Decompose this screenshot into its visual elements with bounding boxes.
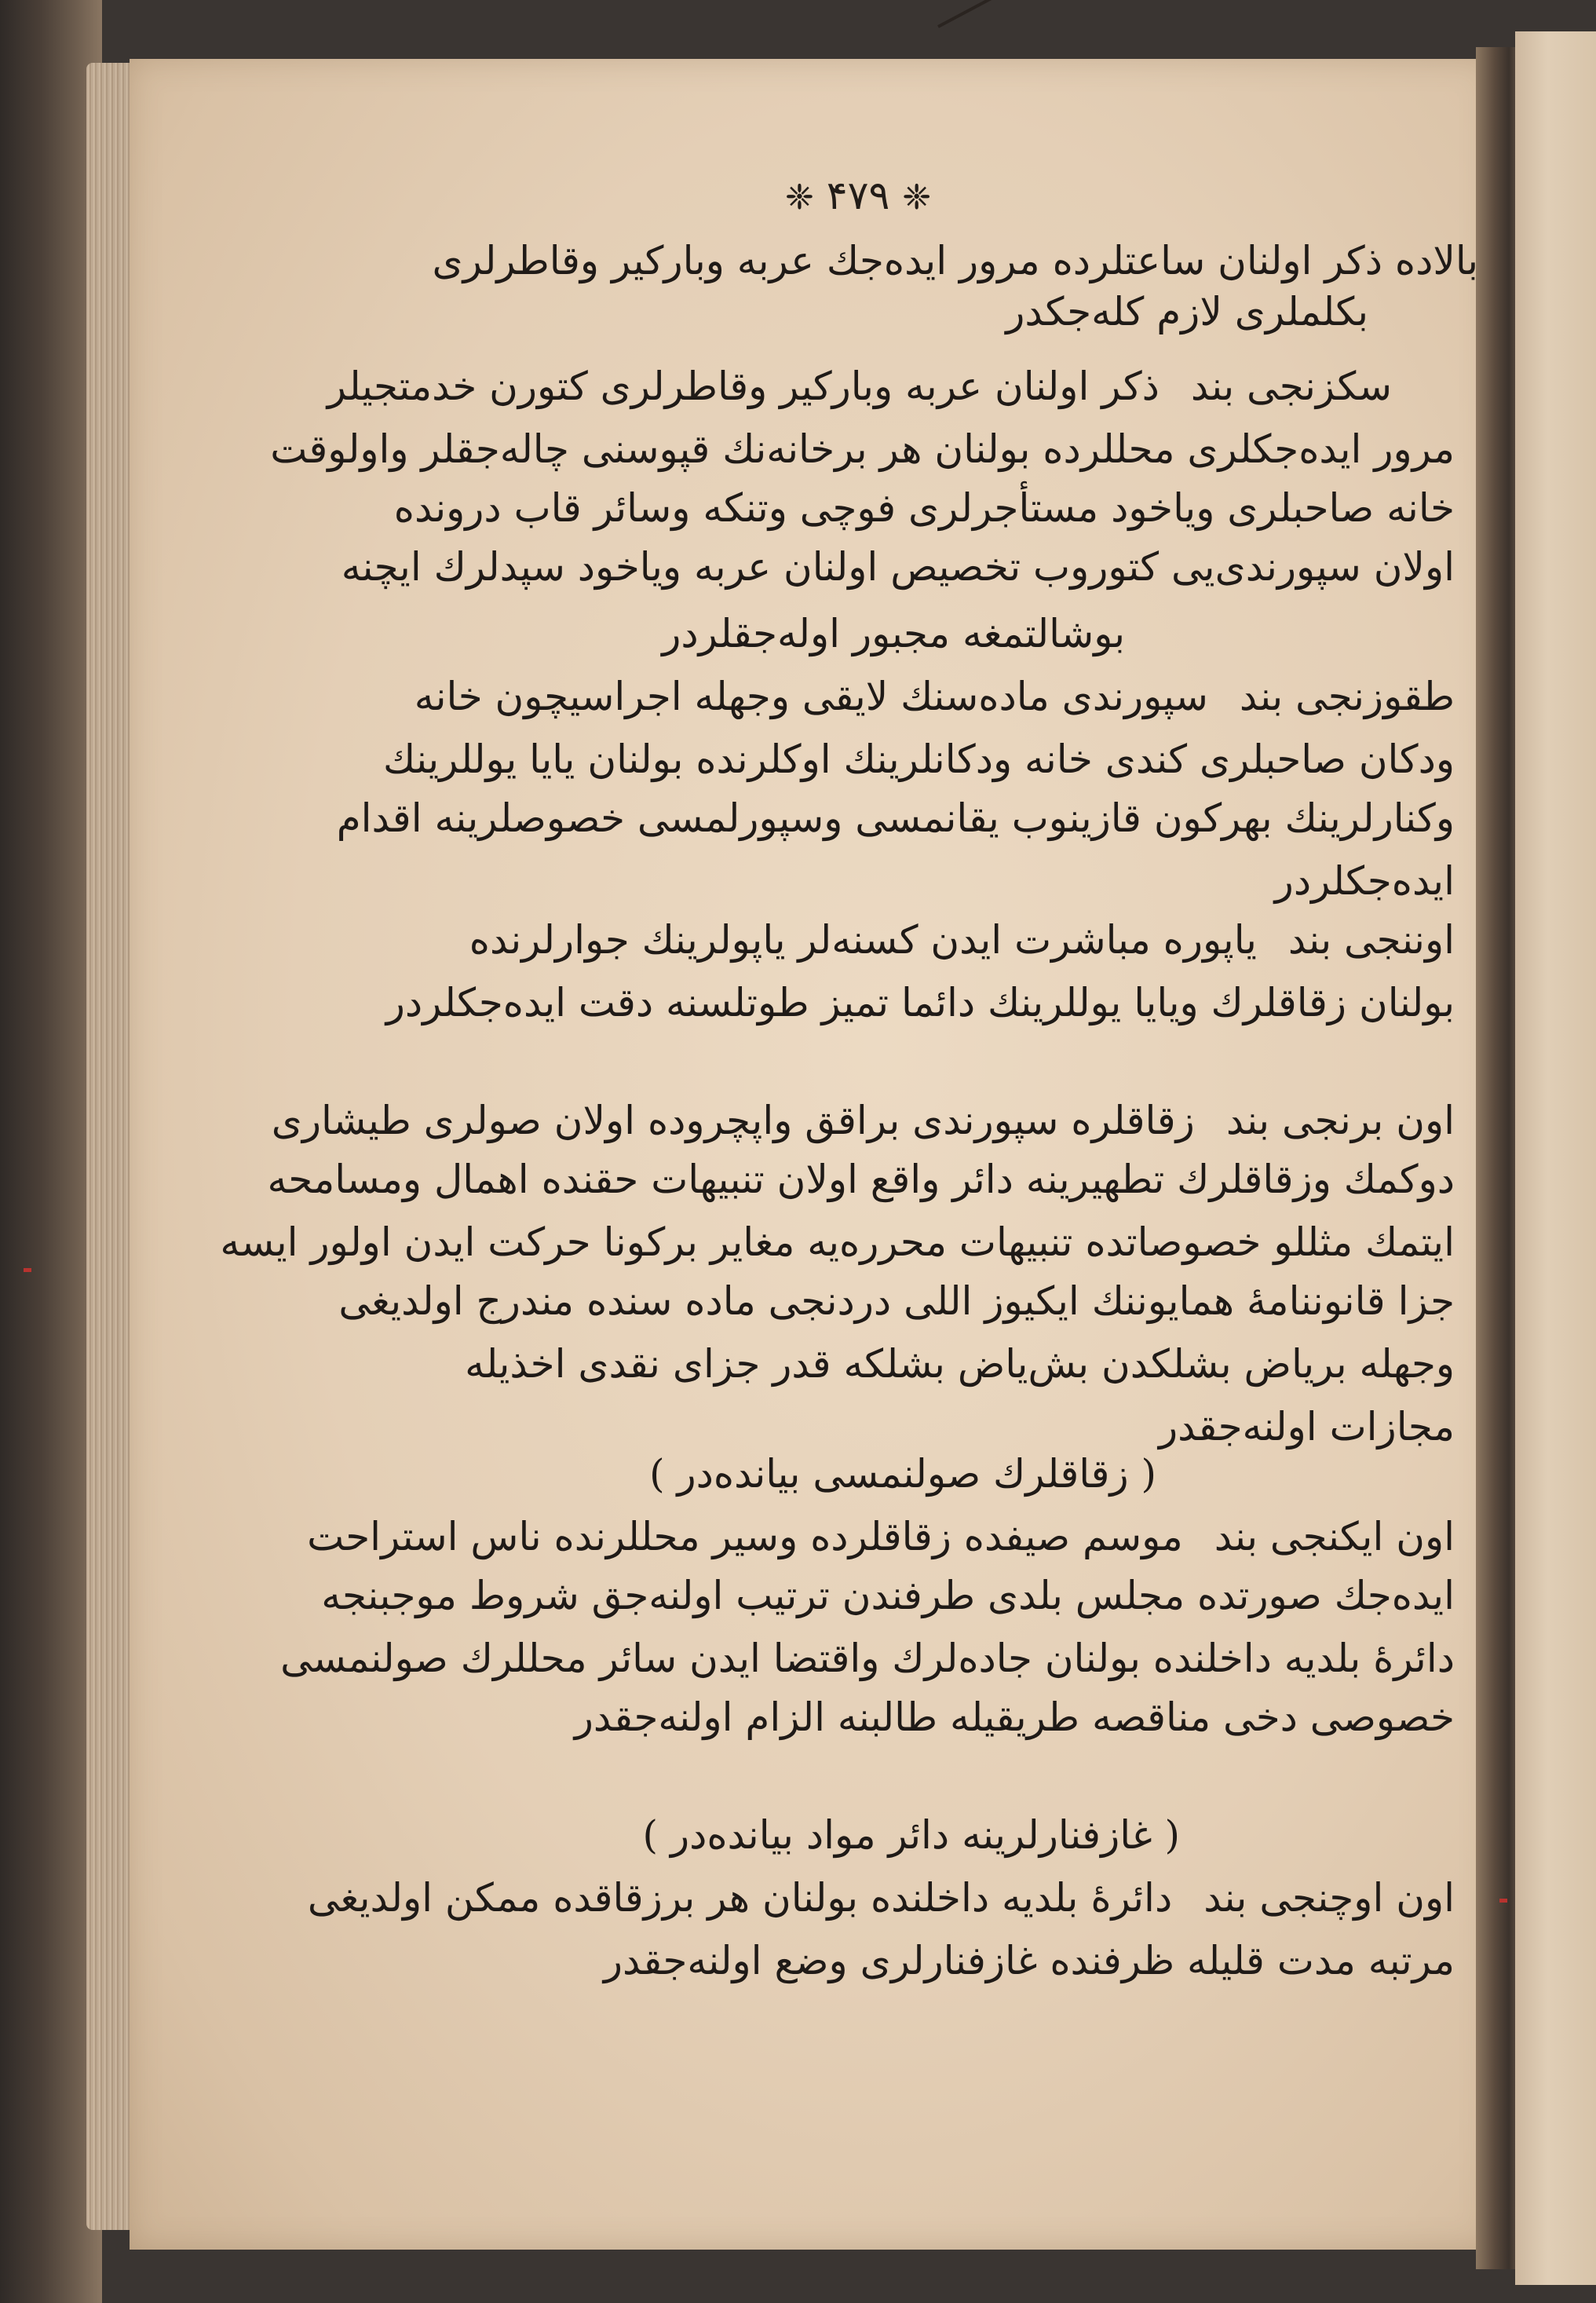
red-margin-mark [1499, 1899, 1507, 1903]
ornament-right-icon: ❈ [785, 177, 814, 218]
text-line: اون ایکنجی بندموسم صیفده زقاقلرده وسیر محللرنده ناس استراحت [307, 1514, 1455, 1559]
text-line: بوشالتمغه مجبور اوله‌جقلردر [662, 611, 1125, 656]
red-margin-mark [24, 1268, 31, 1272]
text-line: اوننجی بندیاپوره مباشرت ایدن کسنه‌لر یاپولرینك جوارلرنده [469, 917, 1455, 963]
article-label: اون اوچنجی بند [1203, 1875, 1455, 1921]
text-line: طقوزنجی بندسپورندی ماده‌سنك لایقی وجهله اجراسیچون خانه [414, 674, 1455, 719]
text-line: بکلملری لازم کله‌جکدر [1006, 289, 1368, 334]
text-line: وجهله بریاض بشلکدن بش‌یاض بشلکه قدر جزای نقدی اخذیله [465, 1341, 1455, 1387]
text-line: خانه صاحبلری ویاخود مستأجرلری فوچی وتنکه وسائر قاب درونده [393, 485, 1455, 531]
text-line: اون برنجی بندزقاقلره سپورندی براقق واپچروده اولان صولری طیشاری [271, 1098, 1455, 1143]
text-line: دوکمك وزقاقلرك تطهیرینه دائر واقع اولان تنبیهات حقنده اهمال ومسامحه [267, 1157, 1455, 1202]
text-line: ایده‌جك صورتده مجلس بلدی طرفندن ترتیب اولنه‌جق شروط موجبنجه [321, 1573, 1455, 1618]
text-line: خصوصی دخی مناقصه طریقیله طالبنه الزام اولنه‌جقدر [574, 1694, 1455, 1740]
section-heading: ( غازفنارلرینه دائر مواد بیانده‌در ) [642, 1812, 1180, 1858]
text-line: وکنارلرینك بهرکون قازینوب یقانمسی وسپورلمسی خصوصلرینه اقدام [336, 795, 1455, 841]
article-label: سکزنجی بند [1190, 364, 1392, 409]
text-line: مجازات اولنه‌جقدر [1158, 1404, 1455, 1449]
ornament-left-icon: ❈ [902, 177, 932, 218]
facing-page-edge [1515, 31, 1596, 2285]
page-crease [937, 0, 1022, 28]
text-line: ایتمك مثللو خصوصاتده تنبیهات محرره‌یه مغایر برکونا حرکت ایدن اولور ایسه [220, 1219, 1455, 1265]
article-label: اون ایکنجی بند [1214, 1514, 1455, 1559]
article-label: اون برنجی بند [1225, 1098, 1455, 1143]
text-line: اون اوچنجی بنددائرهٔ بلدیه داخلنده بولنان هر برزقاقده ممکن اولدیغی [307, 1875, 1455, 1921]
text-line: جزا قانوننامهٔ همایوننك ایکیوز اللی دردنجی ماده سنده مندرج اولدیغی [338, 1278, 1455, 1324]
text-line: سکزنجی بندذکر اولنان عربه وبارکیر وقاطرلری کتورن خدمتجیلر [327, 364, 1392, 409]
text-line: دائرهٔ بلدیه داخلنده بولنان جاده‌لرك واقتضا ایدن سائر محللرك صولنمسی [280, 1636, 1455, 1681]
text-line: بولنان زقاقلرك ویایا یوللرینك دائما تمیز طوتلسنه دقت ایده‌جکلردر [385, 980, 1455, 1025]
text-line: مرتبه مدت قلیله ظرفنده غازفنارلری وضع اولنه‌جقدر [603, 1938, 1455, 1983]
section-heading: ( زقاقلرك صولنمسی بیانده‌در ) [649, 1451, 1156, 1497]
text-line: ایده‌جکلردر [1274, 858, 1455, 904]
article-label: اوننجی بند [1287, 917, 1455, 963]
page-number: ۴۷۹ [826, 173, 890, 218]
article-label: طقوزنجی بند [1239, 674, 1455, 719]
text-line: اولان سپورندی‌یی کتوروب تخصیص اولنان عربه ویاخود سپدلرك ایچنه [341, 544, 1455, 590]
text-line: ودکان صاحبلری کندی خانه ودکانلرینك اوکلرنده بولنان یایا یوللرینك [383, 737, 1455, 782]
page-header [785, 173, 931, 218]
text-line: بالاده ذکر اولنان ساعتلرده مرور ایده‌جك عربه وبارکیر وقاطرلری [432, 238, 1478, 283]
text-line: مرور ایده‌جکلری محللرده بولنان هر برخانه‌نك قپوسنی چاله‌جقلر واولوقت [270, 426, 1455, 472]
